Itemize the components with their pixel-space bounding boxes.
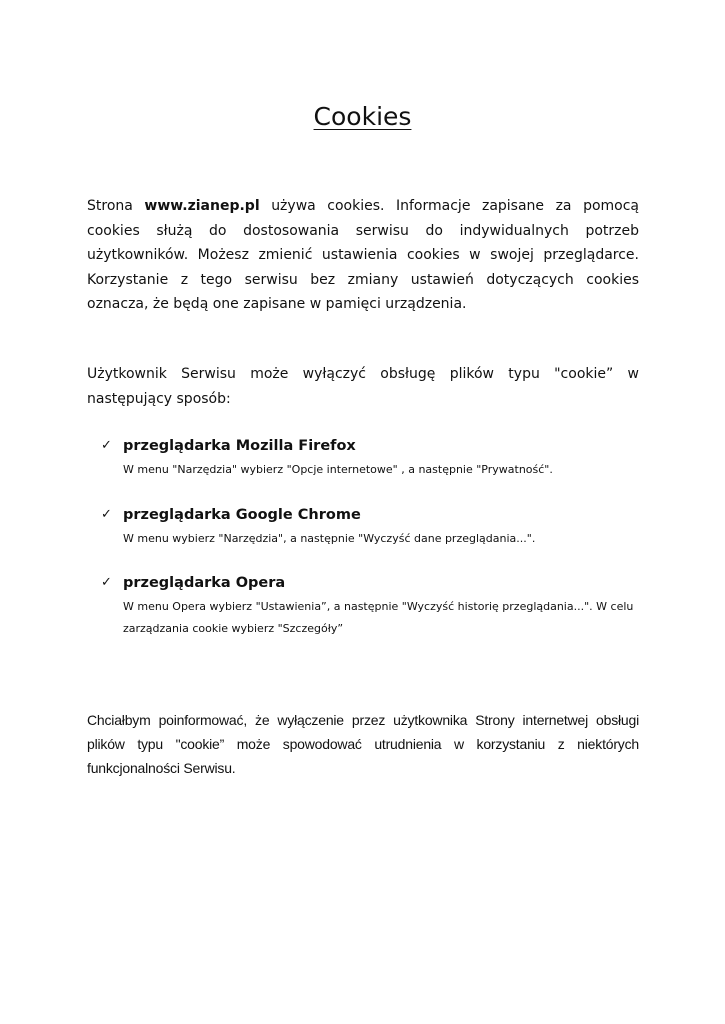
browser-instructions: W menu "Narzędzia" wybierz "Opcje internetowe" , a następnie "Prywatność". xyxy=(123,463,553,476)
intro-paragraph xyxy=(87,194,639,317)
checkmark-icon: ✓ xyxy=(101,438,112,453)
browser-instructions: W menu wybierz "Narzędzia", a następnie "Wyczyść dane przeglądania...". xyxy=(123,532,536,545)
browser-name: przeglądarka Google Chrome xyxy=(123,507,361,523)
browser-instructions: W menu Opera wybierz "Ustawienia”, a następnie "Wyczyść historię przeglądania...". W celu zarządzania cookie wybierz "Szczegóły” xyxy=(123,600,634,635)
checkmark-icon: ✓ xyxy=(101,507,112,522)
browser-name: przeglądarka Mozilla Firefox xyxy=(123,438,356,454)
intro-text-after: używa cookies. Informacje zapisane za pomocą cookies służą do dostosowania serwisu do indywidualnych potrzeb użytkowników. Możesz zmienić ustawienia cookies w swojej przeglądarce. Korzystanie z tego serwisu bez zmiany ustawień dotyczących cookies oznacza, że będą one zapisane w pamięci urządzenia. xyxy=(87,198,639,312)
checkmark-icon: ✓ xyxy=(101,575,112,590)
closing-paragraph: Chciałbym poinformować, że wyłączenie przez użytkownika Strony internetwej obsługi plików typu "cookie” może spowodować utrudnienia w korzystaniu z niektórych funkcjonalności Serwisu. xyxy=(87,712,639,776)
site-address: www.zianep.pl xyxy=(144,198,260,214)
browser-name: przeglądarka Opera xyxy=(123,575,286,591)
intro-text-before: Strona xyxy=(87,198,145,214)
page-title: Cookies xyxy=(313,102,412,131)
disable-intro-paragraph: Użytkownik Serwisu może wyłączyć obsługę plików typu "cookie” w następujący sposób: xyxy=(87,366,639,407)
